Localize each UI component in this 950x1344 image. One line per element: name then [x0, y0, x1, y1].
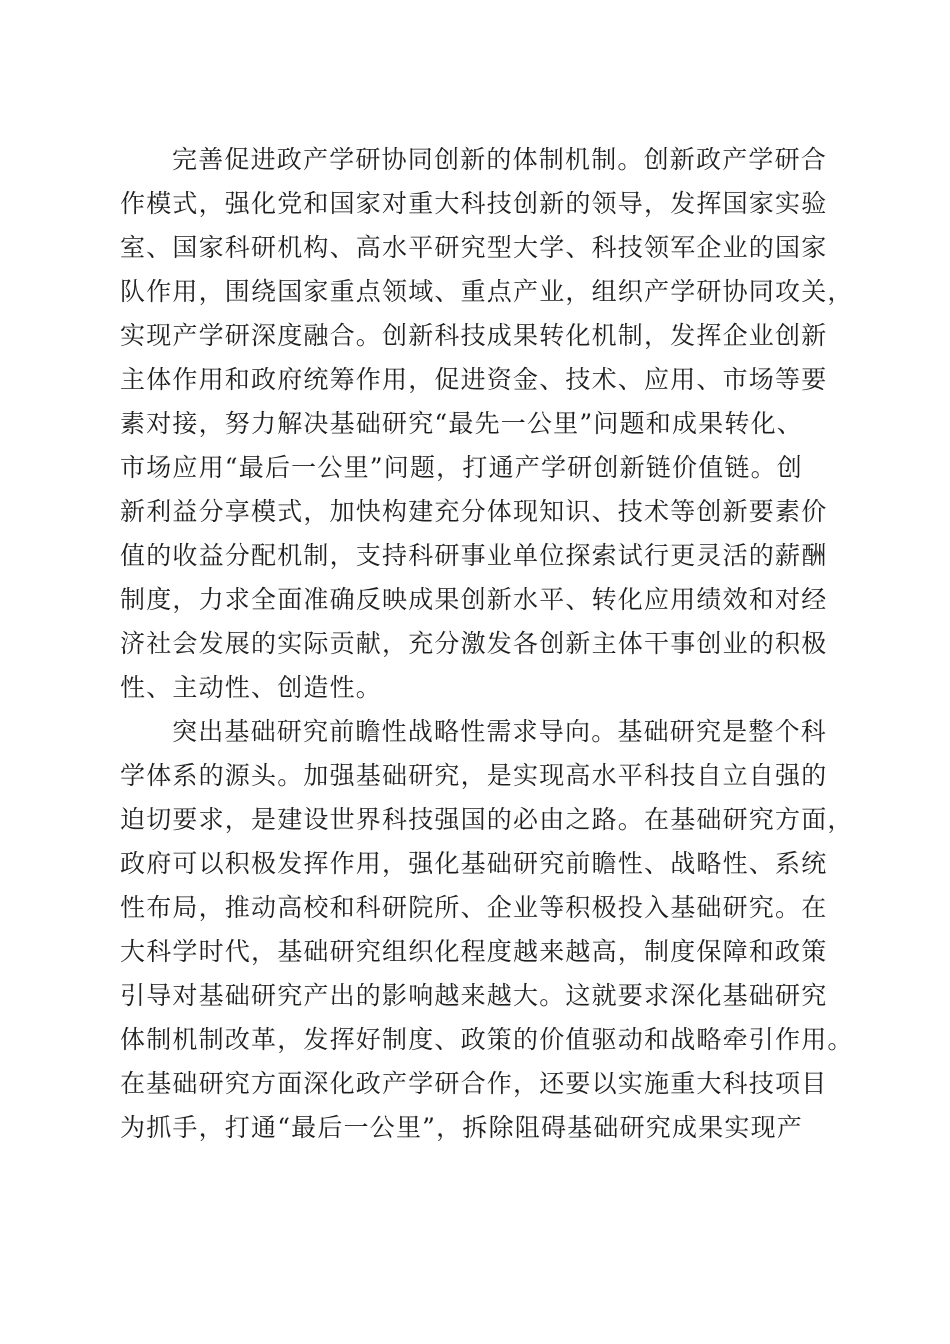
text-line: 制度，力求全面准确反映成果创新水平、转化应用绩效和对经: [120, 585, 828, 614]
text-line: 为抓手，打通“最后一公里”，拆除阻碍基础研究成果实现产: [120, 1113, 803, 1142]
text-line: 大科学时代，基础研究组织化程度越来越高，制度保障和政策: [120, 937, 828, 966]
text-line: 值的收益分配机制，支持科研事业单位探索试行更灵活的薪酬: [120, 541, 828, 570]
text-line: 迫切要求，是建设世界科技强国的必由之路。在基础研究方面，: [120, 805, 854, 834]
text-line: 主体作用和政府统筹作用，促进资金、技术、应用、市场等要: [120, 365, 828, 394]
text-line: 学体系的源头。加强基础研究，是实现高水平科技自立自强的: [120, 761, 828, 790]
text-line: 队作用，围绕国家重点领域、重点产业，组织产学研协同攻关，: [120, 277, 854, 306]
text-line: 作模式，强化党和国家对重大科技创新的领导，发挥国家实验: [120, 189, 828, 218]
text-line: 性布局，推动高校和科研院所、企业等积极投入基础研究。在: [120, 893, 828, 922]
text-line: 完善促进政产学研协同创新的体制机制。创新政产学研合: [172, 145, 828, 174]
text-line: 实现产学研深度融合。创新科技成果转化机制，发挥企业创新: [120, 321, 828, 350]
text-line: 体制机制改革，发挥好制度、政策的价值驱动和战略牵引作用。: [120, 1025, 854, 1054]
text-line: 政府可以积极发挥作用，强化基础研究前瞻性、战略性、系统: [120, 849, 828, 878]
text-line: 济社会发展的实际贡献，充分激发各创新主体干事创业的积极: [120, 629, 828, 658]
text-line: 在基础研究方面深化政产学研合作，还要以实施重大科技项目: [120, 1069, 828, 1098]
paragraph-2: [120, 710, 854, 1150]
text-line: 引导对基础研究产出的影响越来越大。这就要求深化基础研究: [120, 981, 828, 1010]
text-line: 素对接，努力解决基础研究“最先一公里”问题和成果转化、: [120, 409, 803, 438]
text-line: 突出基础研究前瞻性战略性需求导向。基础研究是整个科: [172, 717, 828, 746]
text-line: 市场应用“最后一公里”问题，打通产学研创新链价值链。创: [120, 453, 803, 482]
text-line: 新利益分享模式，加快构建充分体现知识、技术等创新要素价: [120, 497, 828, 526]
text-line: 室、国家科研机构、高水平研究型大学、科技领军企业的国家: [120, 233, 828, 262]
document-body: [120, 138, 854, 1150]
text-line: 性、主动性、创造性。: [120, 673, 383, 702]
paragraph-1: [120, 138, 854, 710]
